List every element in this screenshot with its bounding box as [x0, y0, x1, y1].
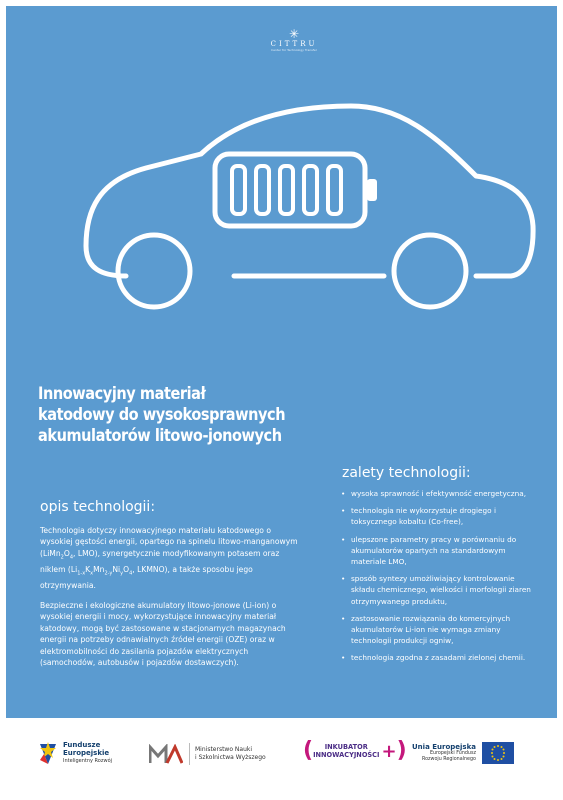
fe-line-1: Fundusze [63, 741, 101, 749]
desc-text: K [85, 564, 91, 574]
fundusze-europejskie-logo [38, 740, 112, 766]
description-body [40, 525, 302, 678]
plus-icon: + [381, 740, 397, 762]
fe-star-icon [38, 740, 58, 766]
fe-line-3: Inteligentny Rozwój [63, 758, 113, 764]
list-item: • ulepszone parametry pracy w porównaniu do akumulatorów opartych na standardowym materiale LMO, [339, 534, 539, 568]
list-item: • technologia zgodna z zasadami zielonej chemii. [339, 652, 539, 663]
list-item: • wysoka sprawność i efektywność energetyczna, [339, 488, 539, 499]
unia-europejska-logo [412, 742, 514, 764]
subscript: 2-y [104, 570, 113, 577]
poster-title [38, 383, 285, 446]
subscript: 2 [60, 554, 64, 561]
list-item: • sposób syntezy umożliwiający kontrolowanie składu chemicznego, wielkości i morfologii ziaren otrzymywanego produktu, [339, 573, 539, 607]
ue-line-3: Rozwoju Regionalnego [421, 757, 476, 762]
bracket-left-icon: ( [303, 738, 314, 763]
list-item: • zastosowanie rozwiązania do komercyjnych akumulatorów Li-ion nie wymaga zmiany technologii produkcji ogniw, [339, 613, 539, 647]
mn-line-1: Ministerstwo Nauki [195, 746, 253, 753]
ink-line-2: INNOWACYJNOŚCI [313, 751, 380, 759]
mn-line-2: i Szkolnictwa Wyższego [195, 754, 266, 761]
title-line-3: akumulatorów litowo-jonowych [38, 426, 282, 445]
desc-text: O [63, 548, 70, 558]
desc-text: Technologia dotyczy innowacyjnego materiału katodowego o wysokiej gęstości energii, opartego na spinelu litowo-manganowym (LiMn [40, 526, 298, 558]
desc-text: , LKMNO), a także sposobu jego otrzymywania. [40, 564, 253, 590]
eu-flag-icon [482, 742, 514, 764]
subscript: y [120, 570, 124, 577]
subscript: 4 [129, 570, 133, 577]
inkubator-logo [303, 740, 407, 762]
bracket-right-icon: ) [396, 738, 407, 763]
description-paragraph-1 [40, 525, 302, 591]
desc-text: Mn [93, 564, 105, 574]
description-heading: opis technologii: [40, 499, 156, 515]
front-wheel-icon [118, 235, 190, 307]
logo-subtitle: Center for Technology Transfer [271, 48, 317, 52]
title-line-2: katodowy do wysokosprawnych [38, 405, 286, 424]
desc-text: Ni [112, 564, 121, 574]
desc-text: , LMO), synergetycznie modyfikowanym potasem oraz niklem (Li [40, 548, 280, 574]
electric-car-icon [6, 6, 557, 346]
subscript: 1-x [77, 570, 86, 577]
star-icon: ✳ [288, 27, 300, 41]
advantages-list [339, 488, 539, 670]
title-line-1: Innowacyjny materiał [38, 384, 206, 403]
subscript: 4 [69, 554, 74, 561]
ink-line-1: INKUBATOR [324, 743, 368, 751]
rear-wheel-icon [394, 235, 466, 307]
logo-name: CITTRU [270, 40, 318, 48]
battery-icon [215, 154, 377, 226]
ue-line-1: Unia Europejska [412, 743, 476, 751]
ue-line-2: Europejski Fundusz [429, 751, 476, 756]
desc-text: O [123, 564, 130, 574]
car-body-outline [86, 106, 533, 276]
fe-line-2: Europejskie [63, 749, 110, 757]
advantages-heading: zalety technologii: [342, 465, 471, 481]
description-paragraph-2: Bezpieczne i ekologiczne akumulatory litowo-jonowe (Li-ion) o wysokiej energii i mocy, wykorzystujące innowacyjny materiał katodowy, mogą być zastosowane w stacjonarnych magazynach energii na potrzeby odnawialnych źródeł energii (OZE) oraz w elektromobilności do zasilania pojazdów elektrycznych (samochodów, autobusów i pojazdów dostawczych). [40, 601, 286, 668]
ministry-mark-icon [149, 744, 183, 764]
subscript: x [90, 570, 94, 577]
list-item: • technologia nie wykorzystuje drogiego i toksycznego kobaltu (Co-free), [339, 505, 539, 527]
divider [189, 743, 190, 765]
poster-panel [6, 6, 557, 718]
ministerstwo-logo [149, 743, 266, 765]
